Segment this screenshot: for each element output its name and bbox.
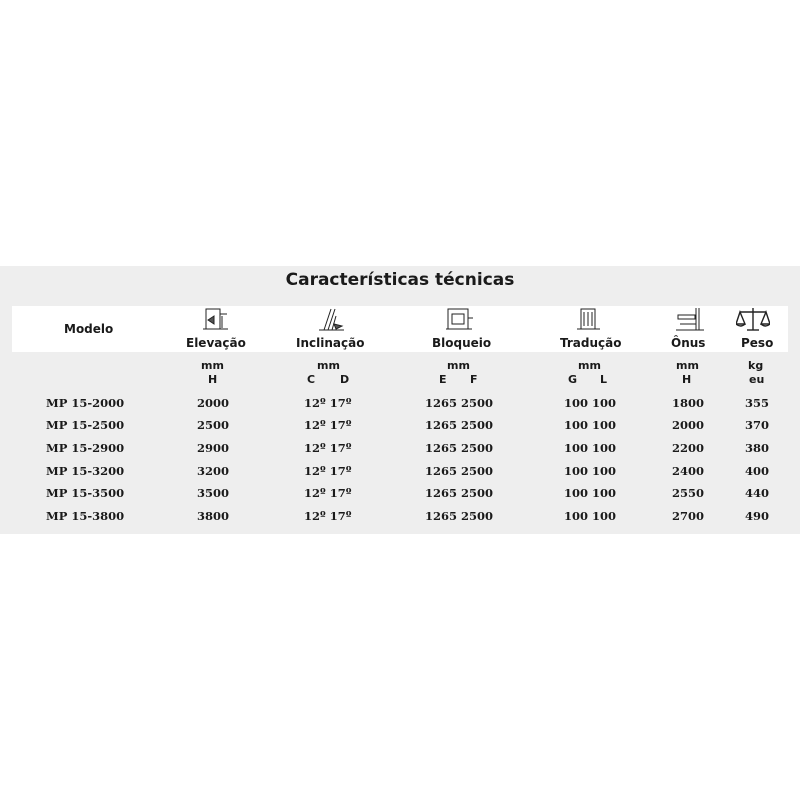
unit-peso: kg [748, 359, 764, 372]
cell-elevacao: 2500 [197, 418, 230, 432]
cell-modelo: MP 15-3500 [46, 486, 125, 500]
cell-peso: 370 [745, 418, 770, 432]
cell-traducao: 100 100 [564, 509, 617, 523]
cell-bloqueio: 1265 2500 [425, 418, 494, 432]
header-peso: Peso [741, 336, 774, 350]
sub-onus: H [682, 373, 692, 386]
cell-bloqueio: 1265 2500 [425, 509, 494, 523]
cell-elevacao: 3200 [197, 464, 230, 478]
unit-bloqueio: mm [447, 359, 470, 372]
cell-elevacao: 3800 [197, 509, 230, 523]
unit-elevacao: mm [201, 359, 224, 372]
cell-peso: 355 [745, 396, 770, 410]
header-inclinacao: Inclinação [296, 336, 365, 350]
unit-traducao: mm [578, 359, 601, 372]
cell-traducao: 100 100 [564, 396, 617, 410]
sub-traducao-l: L [600, 373, 608, 386]
cell-traducao: 100 100 [564, 418, 617, 432]
cell-bloqueio: 1265 2500 [425, 441, 494, 455]
cell-peso: 490 [745, 509, 770, 523]
header-traducao: Tradução [560, 336, 622, 350]
load-icon [674, 306, 708, 334]
page-title: Características técnicas [285, 270, 515, 290]
sub-traducao-g: G [568, 373, 578, 386]
sub-bloqueio-f: F [470, 373, 478, 386]
header-bloqueio: Bloqueio [432, 336, 492, 350]
cell-inclinacao: 12º 17º [304, 509, 352, 523]
cell-elevacao: 2000 [197, 396, 230, 410]
translation-icon [572, 306, 606, 334]
cell-elevacao: 3500 [197, 486, 230, 500]
tilt-icon [314, 306, 348, 334]
cell-onus: 2200 [672, 441, 705, 455]
cell-inclinacao: 12º 17º [304, 486, 352, 500]
cell-onus: 1800 [672, 396, 705, 410]
sub-elevacao: H [208, 373, 218, 386]
header-modelo: Modelo [64, 322, 114, 336]
cell-modelo: MP 15-3200 [46, 464, 125, 478]
sub-peso: eu [749, 373, 765, 386]
cell-traducao: 100 100 [564, 486, 617, 500]
sub-inclinacao-c: C [307, 373, 316, 386]
cell-modelo: MP 15-3800 [46, 509, 125, 523]
cell-peso: 400 [745, 464, 770, 478]
cell-onus: 2000 [672, 418, 705, 432]
cell-peso: 380 [745, 441, 770, 455]
cell-bloqueio: 1265 2500 [425, 396, 494, 410]
header-onus: Ônus [671, 336, 706, 350]
unit-inclinacao: mm [317, 359, 340, 372]
sub-bloqueio-e: E [439, 373, 447, 386]
cell-modelo: MP 15-2500 [46, 418, 125, 432]
cell-bloqueio: 1265 2500 [425, 486, 494, 500]
cell-inclinacao: 12º 17º [304, 441, 352, 455]
table-header [12, 306, 788, 352]
scale-icon [736, 306, 770, 334]
cell-modelo: MP 15-2000 [46, 396, 125, 410]
cell-onus: 2700 [672, 509, 705, 523]
cell-modelo: MP 15-2900 [46, 441, 125, 455]
cell-inclinacao: 12º 17º [304, 464, 352, 478]
cell-inclinacao: 12º 17º [304, 418, 352, 432]
header-elevacao: Elevação [186, 336, 246, 350]
lift-mast-icon [198, 306, 232, 334]
cell-peso: 440 [745, 486, 770, 500]
cell-elevacao: 2900 [197, 441, 230, 455]
cell-traducao: 100 100 [564, 464, 617, 478]
cell-inclinacao: 12º 17º [304, 396, 352, 410]
cell-onus: 2400 [672, 464, 705, 478]
unit-onus: mm [676, 359, 699, 372]
cell-bloqueio: 1265 2500 [425, 464, 494, 478]
sub-inclinacao-d: D [340, 373, 350, 386]
cell-onus: 2550 [672, 486, 705, 500]
lock-frame-icon [442, 306, 476, 334]
cell-traducao: 100 100 [564, 441, 617, 455]
